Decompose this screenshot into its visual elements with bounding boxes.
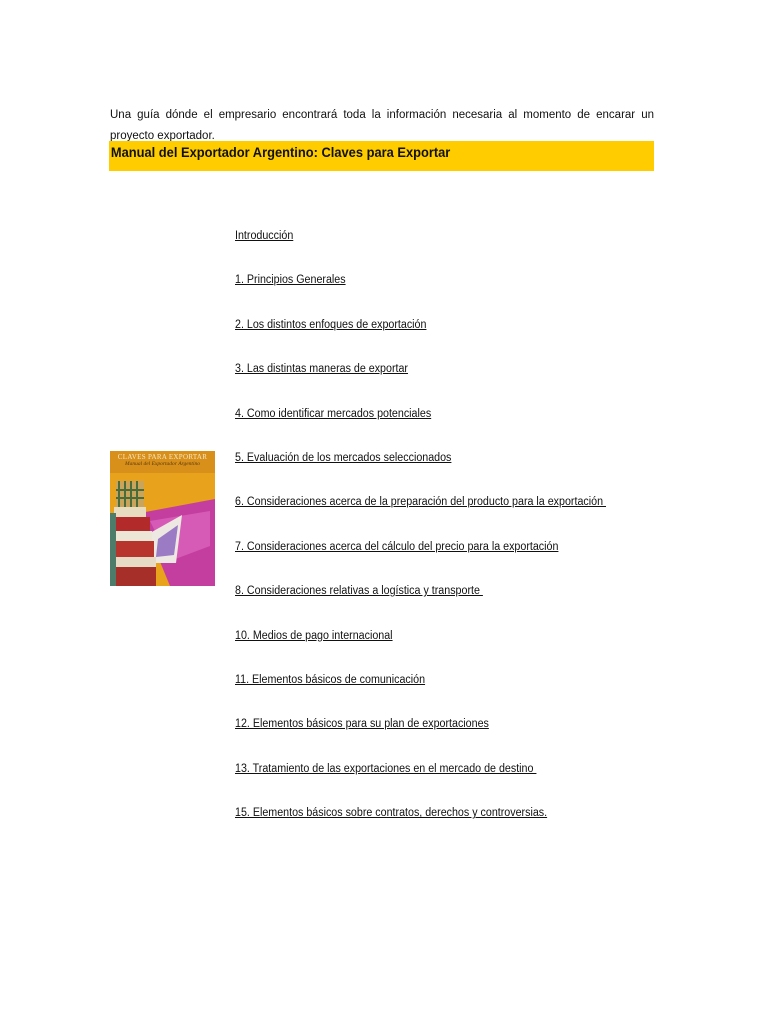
title-bar [109, 141, 654, 171]
toc-link-12[interactable]: 12. Elementos básicos para su plan de exportaciones [235, 718, 489, 731]
toc-link-4[interactable]: 4. Como identificar mercados potenciales [235, 407, 432, 420]
toc-link-1[interactable]: 1. Principios Generales [235, 274, 346, 287]
book-cover-image [110, 451, 215, 586]
toc-item [235, 626, 705, 670]
cover-subtitle: Manual del Exportador Argentino [124, 461, 200, 467]
toc-item [235, 404, 705, 448]
cover-text [110, 451, 215, 467]
toc-item [235, 492, 705, 536]
toc-item [235, 226, 705, 270]
toc-item [235, 803, 705, 847]
toc-link-2[interactable]: 2. Los distintos enfoques de exportación [235, 318, 427, 331]
intro-paragraph: Una guía dónde el empresario encontrará toda la información necesaria al momento de encarar un proyecto exportador. [110, 108, 654, 142]
cover-artwork [110, 451, 215, 586]
toc-item [235, 714, 705, 758]
toc-link-7[interactable]: 7. Consideraciones acerca del cálculo del precio para la exportación [235, 540, 559, 553]
toc-link-11[interactable]: 11. Elementos básicos de comunicación [235, 673, 426, 686]
toc-link-5[interactable]: 5. Evaluación de los mercados seleccionados [235, 451, 452, 464]
page-title: Manual del Exportador Argentino: Claves para Exportar [110, 144, 451, 160]
toc-link-13[interactable]: 13. Tratamiento de las exportaciones en el mercado de destino [235, 762, 537, 775]
toc-item [235, 359, 705, 403]
toc-item [235, 581, 705, 625]
toc-link-15[interactable]: 15. Elementos básicos sobre contratos, derechos y controversias. [235, 807, 548, 820]
toc-item [235, 315, 705, 359]
toc-link-3[interactable]: 3. Las distintas maneras de exportar [235, 363, 409, 376]
table-of-contents [235, 226, 705, 847]
toc-link-6[interactable]: 6. Consideraciones acerca de la preparación del producto para la exportación [235, 496, 606, 509]
toc-link-introduccion[interactable]: Introducción [235, 230, 294, 242]
toc-item [235, 537, 705, 581]
toc-item [235, 270, 705, 314]
toc-link-8[interactable]: 8. Consideraciones relativas a logística y transporte [235, 585, 483, 598]
cover-title: CLAVES PARA EXPORTAR [117, 453, 208, 461]
toc-item [235, 670, 705, 714]
toc-item [235, 448, 705, 492]
toc-link-10[interactable]: 10. Medios de pago internacional [235, 629, 393, 642]
toc-item [235, 759, 705, 803]
